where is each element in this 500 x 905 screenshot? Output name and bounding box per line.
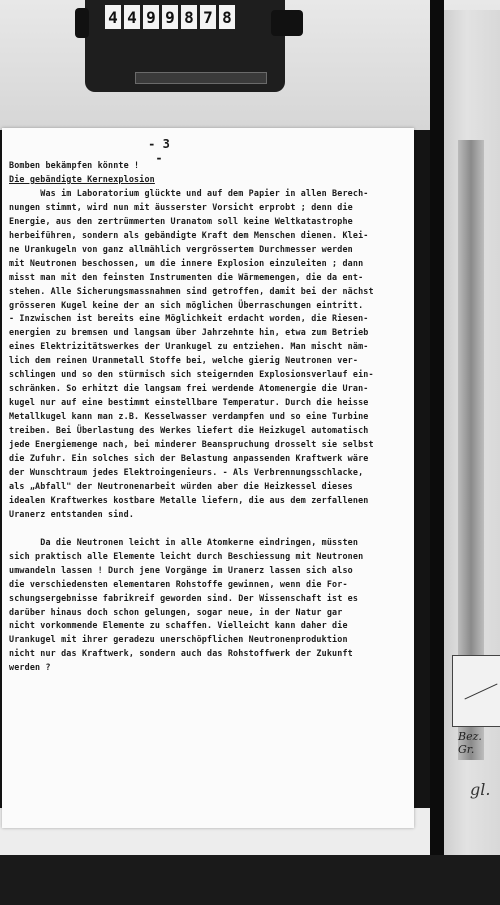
text-line: Uranerz entstanden sind. (9, 508, 135, 519)
text-line: lich dem reinen Uranmetall Stoffe bei, welche gierig Neutronen ver- (9, 355, 359, 366)
counter-knob-left (75, 8, 89, 38)
text-line: Metallkugel kann man z.B. Kesselwasser verdampfen und so eine Turbine (9, 411, 369, 422)
text-line: werden ? (9, 662, 51, 673)
text-line: Da die Neutronen leicht in alle Atomkerne eindringen, müssten (9, 536, 359, 547)
text-line: nungen stimmt, wird nun mit äusserster Vorsicht erprobt ; denn die (9, 201, 353, 212)
text-line: grösseren Kugel keine der an sich möglichen Überraschungen eintritt. (9, 299, 364, 310)
text-line: Urankugel mit ihrer geradezu unerschöpflichen Neutronenproduktion (9, 634, 348, 645)
text-line: treiben. Bei Überlastung des Werkes liefert die Heizkugel automatisch (9, 425, 369, 436)
text-line: idealen Kraftwerkes kostbare Metalle liefern, die aus dem zerfallenen (9, 494, 369, 505)
counter-digits (105, 5, 235, 29)
text-line: die Zufuhr. Ein solches sich der Belastung anpassenden Kraftwerk wäre (9, 453, 369, 464)
film-edge-strip (430, 0, 444, 855)
film-bottom-area (0, 855, 500, 905)
text-line: als „Abfall" der Neutronenarbeit würden aber die Heizkessel dieses (9, 480, 353, 491)
text-line: Energie, aus den zertrümmerten Uranatom soll keine Weltkatastrophe (9, 215, 353, 226)
text-line: nicht nur das Kraftwerk, sondern auch das Rohstoffwerk der Zukunft (9, 648, 353, 659)
text-line: nicht vorkommende Elemente zu schaffen. Vielleicht kann daher die (9, 620, 348, 631)
counter-digit: 9 (143, 5, 159, 29)
counter-digit: 8 (181, 5, 197, 29)
text-line: schungsergebnisse fabrikreif geworden sind. Der Wissenschaft ist es (9, 592, 359, 603)
margin-handwriting: Bez. Gr. (458, 730, 482, 756)
text-line: eines Elektrizitätswerkes der Urankugel zu entziehen. Man mischt näm- (9, 341, 369, 352)
document-body (9, 159, 414, 675)
text-line: herbeiführen, sondern als gebändigte Kraft dem Menschen dienen. Klei- (9, 229, 369, 240)
archive-stamp (452, 655, 500, 727)
text-line: schränken. So erhitzt die langsam frei werdende Atomenergie die Uran- (9, 383, 369, 394)
text-line: mit Neutronen beschossen, um die innere Explosion einzuleiten ; dann (9, 257, 364, 268)
counter-knob-right (271, 10, 303, 36)
counter-digit: 4 (124, 5, 140, 29)
margin-handwriting: gl. (470, 780, 491, 799)
text-line: umwandeln lassen ! Durch jene Vorgänge im Uranerz lassen sich also (9, 564, 353, 575)
text-line: die verschiedensten elementaren Rohstoffe gewinnen, wenn die For- (9, 578, 348, 589)
text-line: schlingen und so den stürmisch sich steigernden Explosionsverlauf ein- (9, 369, 374, 380)
counter-plate (135, 72, 267, 84)
text-line: misst man mit den feinsten Instrumenten die Wärmemengen, die da ent- (9, 271, 364, 282)
section-heading: Die gebändigte Kernexplosion (9, 173, 155, 184)
text-line (9, 522, 414, 536)
text-line: Bomben bekämpfen könnte ! (9, 160, 140, 170)
text-line: jede Energiemenge nach, bei minderer Beanspruchung drosselt sie selbst (9, 439, 374, 450)
counter-digit: 8 (219, 5, 235, 29)
frame-counter (85, 0, 285, 92)
text-line: der Wunschtraum jedes Elektroingenieurs. - Als Verbrennungsschlacke, (9, 466, 364, 477)
counter-digit: 7 (200, 5, 216, 29)
stamp-stroke (464, 683, 497, 699)
counter-digit: 4 (105, 5, 121, 29)
text-line: - Inzwischen ist bereits eine Möglichkeit erdacht worden, die Riesen- (9, 313, 369, 324)
text-line: darüber hinaus doch schon gelungen, sogar neue, in der Natur gar (9, 606, 343, 617)
text-line: kugel nur auf eine bestimmt einstellbare Temperatur. Durch die heisse (9, 397, 369, 408)
page-number: - 3 - (148, 137, 170, 165)
text-line: stehen. Alle Sicherungsmassnahmen sind getroffen, damit bei der nächst (9, 285, 374, 296)
text-line: energien zu bremsen und langsam über Jahrzehnte hin, etwa zum Betrieb (9, 327, 369, 338)
text-line: ne Urankugeln von ganz allmählich vergrössertem Durchmesser werden (9, 243, 353, 254)
text-line: Was im Laboratorium glückte und auf dem Papier in allen Berech- (9, 187, 369, 198)
text-line: sich praktisch alle Elemente leicht durch Beschiessung mit Neutronen (9, 550, 364, 561)
counter-digit: 9 (162, 5, 178, 29)
